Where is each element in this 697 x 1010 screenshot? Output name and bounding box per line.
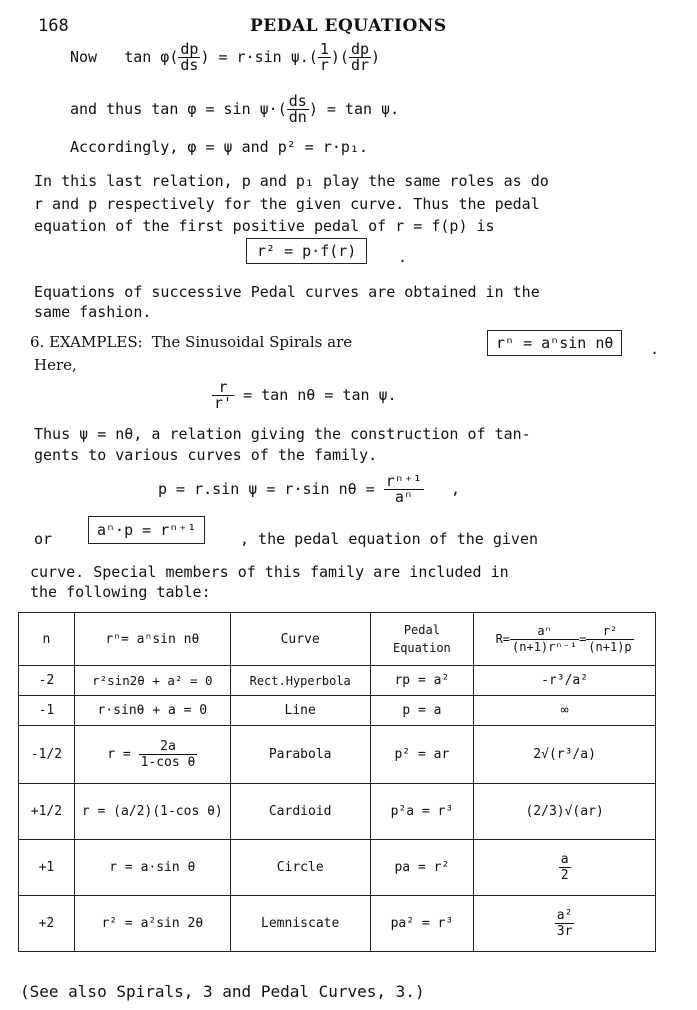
page-number: 168 [38, 16, 69, 36]
table-row: +1/2 r = (a/2)(1-cos θ) Cardioid p²a = r³ (2/3)√(ar) [19, 784, 656, 840]
paragraph-line: r and p respectively for the given curve. Thus the pedal [34, 195, 540, 213]
equation-now: Now tan φ( $\frac{dp}{ds}$ ) = r·sin ψ.( $\frac{1}{r}$ )( $\frac{dp}{dr}$ ) [70, 40, 381, 74]
table-row: +2 r² = a²sin 2θ Lemniscate pa² = r³ $\frac{\text{a²}}{3r}$ [19, 896, 656, 952]
header-radius: R= $\frac{\text{aⁿ}}{\text{(n+1)rⁿ⁻¹}}$ = $\frac{\text{r²}}{(n+1)p}$ [474, 613, 656, 666]
period: . [398, 248, 408, 266]
section-heading: 6. EXAMPLES: [30, 333, 143, 351]
paragraph-line: curve. Special members of this family are included in [30, 563, 509, 581]
fraction: $\frac{ds}{dn}$ [288, 92, 307, 126]
pedal-table [18, 612, 656, 952]
header-equation: rⁿ= aⁿsin nθ [74, 613, 230, 666]
paragraph-line: same fashion. [34, 303, 152, 321]
table-row: -1/2 r = $\frac{2a}{\text{1-cos θ}}$ Parabola p² = ar 2√(r³/a) [19, 726, 656, 784]
boxed-equation: rⁿ = aⁿsin nθ [487, 330, 622, 356]
boxed-equation: aⁿ·p = rⁿ⁺¹ [88, 516, 205, 544]
table-row: -2 r²sin2θ + a² = 0 Rect.Hyperbola rp = a² -r³/a² [19, 666, 656, 696]
here-label: Here, [34, 356, 77, 374]
equation-and-thus: and thus tan φ = sin ψ·( $\frac{ds}{dn}$ ) = tan ψ. [70, 92, 400, 126]
fraction: $\frac{1}{r}$ [319, 40, 329, 74]
examples-line: 6. EXAMPLES: The Sinusoidal Spirals are [30, 333, 353, 351]
paragraph-line: the following table: [30, 583, 211, 601]
header-pedal: Pedal Equation [370, 613, 474, 666]
header-n: n [19, 613, 75, 666]
header-curve: Curve [230, 613, 370, 666]
fraction: $\frac{r}{r'}$ [214, 378, 233, 412]
paragraph-line: Thus ψ = nθ, a relation giving the construction of tan- [34, 425, 531, 443]
footer-note: (See also Spirals, 3 and Pedal Curves, 3.) [20, 982, 425, 1001]
paragraph-line: In this last relation, p and p₁ play the same roles as do [34, 172, 549, 190]
equation-p: p = r.sin ψ = r·sin nθ = $\frac{\text{rⁿ⁺¹}}{\text{aⁿ}}$ , [158, 472, 461, 506]
table-header-row [19, 613, 656, 666]
or-label: or [34, 530, 53, 548]
boxed-equation: r² = p·f(r) [246, 238, 367, 264]
period: . [650, 340, 660, 358]
paragraph-line: equation of the first positive pedal of r = f(p) is [34, 217, 495, 235]
page-title: PEDAL EQUATIONS [250, 16, 447, 36]
table-row: -1 r·sinθ + a = 0 Line p = a ∞ [19, 696, 656, 726]
paragraph-line: gents to various curves of the family. [34, 446, 378, 464]
table-row: +1 r = a·sin θ Circle pa = r² $\frac{a}{2}$ [19, 840, 656, 896]
fraction: $\frac{\text{rⁿ⁺¹}}{\text{aⁿ}}$ [385, 472, 422, 506]
fraction: $\frac{dp}{dr}$ [350, 40, 369, 74]
equation-r-ratio: $\frac{r}{r'}$ = tan nθ = tan ψ. [214, 378, 397, 412]
paragraph-line: , the pedal equation of the given [240, 530, 539, 548]
fraction: $\frac{dp}{ds}$ [180, 40, 199, 74]
paragraph-line: Equations of successive Pedal curves are obtained in the [34, 283, 540, 301]
equation-accordingly: Accordingly, φ = ψ and p² = r·p₁. [70, 138, 369, 156]
